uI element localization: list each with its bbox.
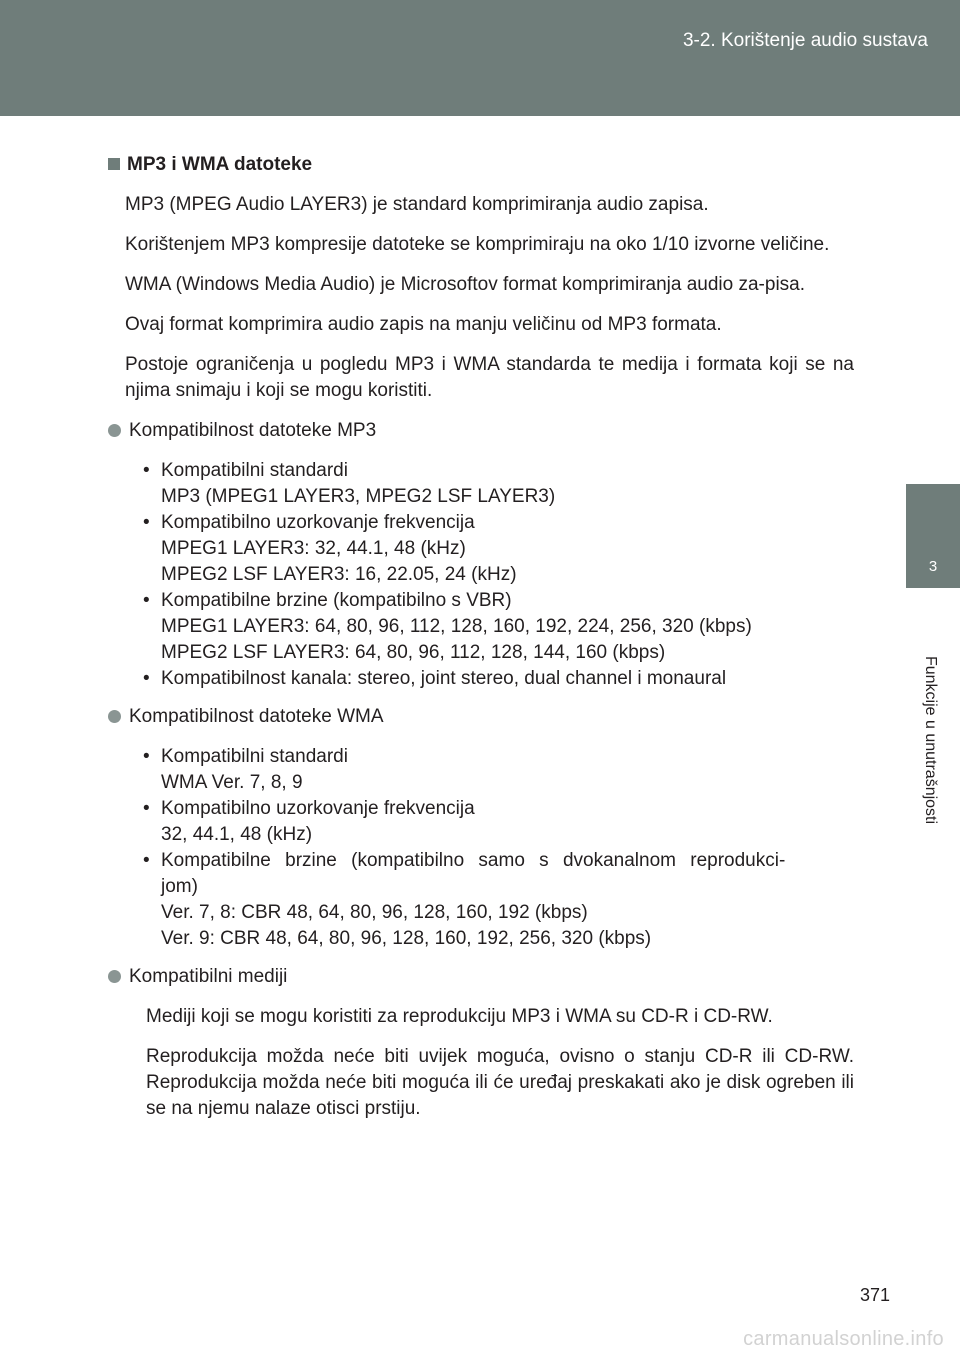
- spec-value: MPEG1 LAYER3: 32, 44.1, 48 (kHz): [161, 538, 466, 559]
- mp3-heading-text: Kompatibilnost datoteke MP3: [129, 420, 377, 441]
- list-item: [143, 666, 854, 692]
- media-heading-text: Kompatibilni mediji: [129, 966, 288, 987]
- spec-label: Kompatibilni standardi: [161, 746, 348, 767]
- bullet-dot-icon: •: [143, 590, 150, 611]
- list-item: [143, 796, 854, 848]
- spec-value: MPEG1 LAYER3: 64, 80, 96, 112, 128, 160, 192, 224, 256, 320 (kbps): [161, 616, 752, 637]
- page-number: 371: [859, 1285, 890, 1305]
- square-bullet-icon: [108, 158, 120, 170]
- spec-value: Ver. 9: CBR 48, 64, 80, 96, 128, 160, 192, 256, 320 (kbps): [161, 928, 652, 949]
- mp3-heading: [108, 418, 854, 444]
- wma-spec-list: [108, 744, 854, 952]
- paragraph: MP3 (MPEG Audio LAYER3) je standard komprimiranja audio zapisa.: [125, 194, 709, 215]
- chapter-title: 3-2. Korištenje audio sustava: [682, 30, 928, 51]
- spec-label: Kompatibilne brzine (kompatibilno samo s dvokanalnom reprodukci-: [161, 850, 786, 871]
- spec-value: MPEG2 LSF LAYER3: 64, 80, 96, 112, 128, 144, 160 (kbps): [161, 642, 666, 663]
- bullet-dot-icon: •: [143, 850, 150, 871]
- circle-bullet-icon: [108, 424, 121, 437]
- wma-heading-text: Kompatibilnost datoteke WMA: [129, 706, 384, 727]
- bullet-dot-icon: •: [143, 746, 150, 767]
- chapter-tab: [906, 484, 960, 588]
- bullet-dot-icon: •: [143, 668, 150, 689]
- circle-bullet-icon: [108, 970, 121, 983]
- paragraph: Reprodukcija možda neće biti uvijek moguća, ovisno o stanju CD-R ili CD-RW. Reprodukcija možda neće biti moguća ili će uređaj preskakati ako je disk ogreben ili se na njemu nalaze otisci prstiju.: [146, 1046, 854, 1119]
- spec-label: Kompatibilni standardi: [161, 460, 348, 481]
- spec-label: Kompatibilno uzorkovanje frekvencija: [161, 512, 475, 533]
- spec-value: MP3 (MPEG1 LAYER3, MPEG2 LSF LAYER3): [161, 486, 556, 507]
- media-heading: [108, 964, 854, 990]
- section-heading-text: MP3 i WMA datoteke: [127, 154, 313, 175]
- spec-label: Kompatibilnost kanala: stereo, joint stereo, dual channel i monaural: [161, 668, 727, 689]
- spec-label: Kompatibilne brzine (kompatibilno s VBR): [161, 590, 512, 611]
- bullet-dot-icon: •: [143, 512, 150, 533]
- spec-label: Kompatibilno uzorkovanje frekvencija: [161, 798, 475, 819]
- wma-heading: [108, 704, 854, 730]
- bullet-dot-icon: •: [143, 460, 150, 481]
- bullet-dot-icon: •: [143, 798, 150, 819]
- paragraph: WMA (Windows Media Audio) je Microsoftov format komprimiranja audio za-pisa.: [125, 274, 806, 295]
- paragraph: Postoje ograničenja u pogledu MP3 i WMA standarda te medija i formata koji se na njima snimaju i koji se mogu koristiti.: [125, 354, 854, 401]
- chapter-number: 3: [928, 558, 938, 575]
- paragraph: Ovaj format komprimira audio zapis na manju veličinu od MP3 formata.: [125, 314, 722, 335]
- paragraph: Korištenjem MP3 kompresije datoteke se komprimiraju na oko 1/10 izvorne veličine.: [125, 234, 830, 255]
- spec-value: MPEG2 LSF LAYER3: 16, 22.05, 24 (kHz): [161, 564, 517, 585]
- list-item: [143, 848, 854, 952]
- mp3-spec-list: [108, 458, 854, 692]
- chapter-side-label: Funkcije u unutrašnjosti: [922, 655, 939, 825]
- list-item: [143, 588, 854, 666]
- watermark-link[interactable]: carmanualsonline.info: [743, 1328, 944, 1350]
- spec-value: Ver. 7, 8: CBR 48, 64, 80, 96, 128, 160, 192 (kbps): [161, 902, 588, 923]
- list-item: [143, 510, 854, 588]
- circle-bullet-icon: [108, 710, 121, 723]
- spec-value: WMA Ver. 7, 8, 9: [161, 772, 303, 793]
- page-content: [108, 152, 854, 1136]
- spec-label-continued: jom): [161, 876, 198, 897]
- list-item: [143, 458, 854, 510]
- list-item: [143, 744, 854, 796]
- spec-value: 32, 44.1, 48 (kHz): [161, 824, 313, 845]
- section-heading: [108, 152, 854, 178]
- header-band: [0, 0, 960, 116]
- paragraph: Mediji koji se mogu koristiti za reprodukciju MP3 i WMA su CD-R i CD-RW.: [146, 1006, 773, 1027]
